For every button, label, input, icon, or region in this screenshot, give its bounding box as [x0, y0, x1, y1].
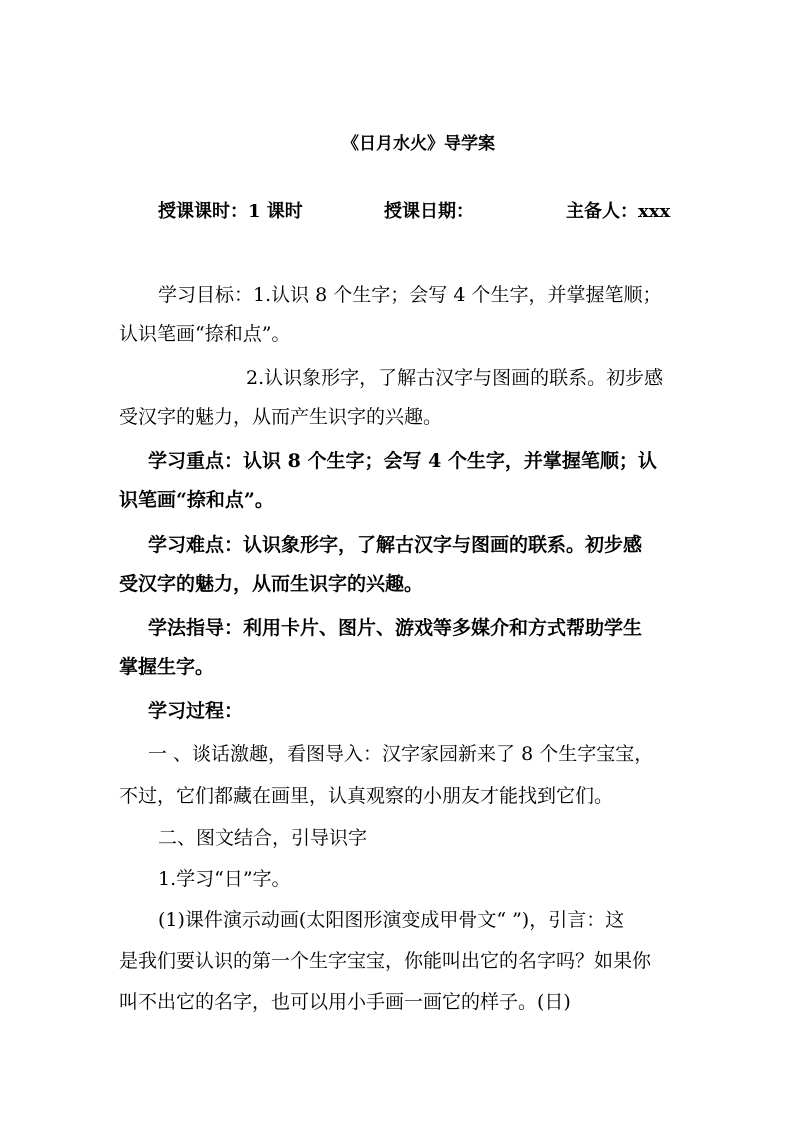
goals-line-4: 受汉字的魅力，从而产生识字的兴趣。: [119, 406, 443, 428]
process-sub1: 1.学习“日”字。: [158, 868, 291, 890]
lesson-date: 授课日期：: [384, 201, 474, 222]
method-line-1: 学法指导：利用卡片、图片、游戏等多媒介和方式帮助学生: [148, 617, 643, 639]
process-heading: 学习过程：: [148, 700, 244, 722]
key-points-line-2: 识笔画“捺和点”。: [119, 489, 274, 511]
goals-line-1: 学习目标：1.认识 8 个生字；会写 4 个生字，并掌握笔顺；: [158, 284, 662, 306]
process-sub1-paragraph-3: 叫不出它的名字，也可以用小手画一画它的样子。(日): [119, 991, 571, 1013]
process-sub1-paragraph-2: 是我们要认识的第一个生字宝宝，你能叫出它的名字吗？如果你: [119, 950, 652, 972]
process-step1-line-2: 不过，它们都藏在画里，认真观察的小朋友才能找到它们。: [119, 785, 614, 807]
method-line-2: 掌握生字。: [119, 656, 215, 678]
key-points-line-1: 学习重点：认识 8 个生字；会写 4 个生字，并掌握笔顺；认: [148, 450, 657, 472]
lesson-hours: 授课课时：1 课时: [158, 201, 303, 222]
goals-line-2: 认识笔画“捺和点”。: [119, 323, 291, 345]
process-step1-line-1: 一 、谈话激趣，看图导入：汉字家园新来了 8 个生字宝宝，: [148, 743, 654, 765]
difficulties-line-2: 受汉字的魅力，从而生识字的兴趣。: [119, 573, 424, 595]
difficulties-line-1: 学习难点：认识象形字，了解古汉字与图画的联系。初步感: [148, 534, 643, 556]
process-sub1-paragraph-1: (1)课件演示动画(太阳图形演变成甲骨文“ ”)，引言：这: [158, 909, 625, 931]
goals-line-3: 2.认识象形字，了解古汉字与图画的联系。初步感: [246, 367, 664, 389]
process-step2: 二、图文结合，引导识字: [158, 827, 368, 849]
preparer: 主备人：xxx: [566, 201, 671, 222]
document-title: 《日月水火》导学案: [342, 134, 495, 154]
